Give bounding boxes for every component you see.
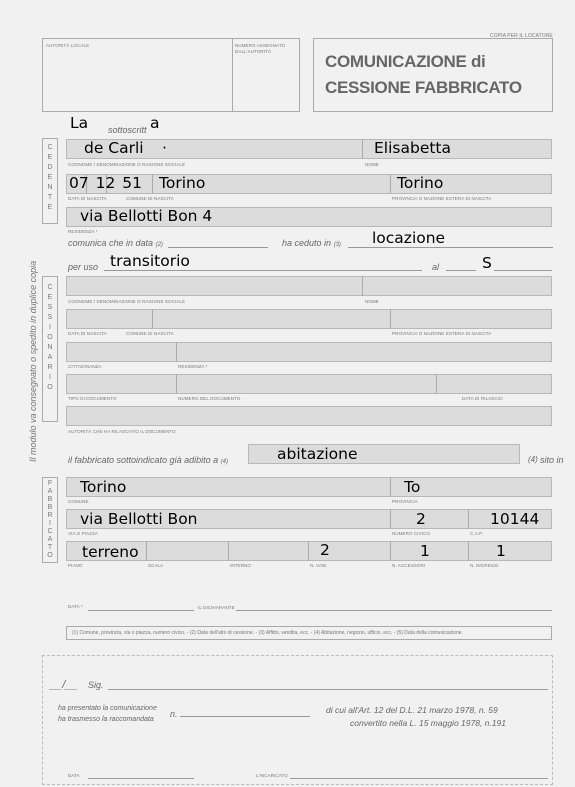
details-field[interactable]	[66, 541, 552, 561]
reg-number-label: NUMERO ASSEGNATO DALL'AUTORITÀ	[235, 43, 286, 54]
cess-name-label: NOME	[365, 299, 379, 304]
cess-birth-field[interactable]	[66, 309, 552, 329]
use-value: transitorio	[110, 252, 190, 270]
field-divider	[146, 541, 147, 561]
field-divider	[468, 509, 469, 529]
birth-province-label: PROVINCIA O NAZIONE ESTERA DI NASCITA	[392, 196, 492, 201]
cess-residence-field[interactable]	[66, 342, 552, 362]
signature-line	[236, 610, 552, 611]
authority-divider	[232, 38, 233, 112]
cess-birth-city-label: COMUNE DI NASCITA	[126, 331, 174, 336]
field-divider	[390, 477, 391, 497]
street-number-value: 2	[416, 510, 426, 528]
sig-line	[108, 689, 548, 690]
street-value: via Bellotti Bon	[80, 510, 198, 528]
ceded-value: locazione	[372, 229, 446, 247]
cess-surname-label: COGNOME / DENOMINAZIONE O RAGIONE SOCIALE	[68, 299, 186, 304]
field-divider	[390, 509, 391, 529]
doc-authority-field[interactable]	[66, 406, 552, 426]
copy-label: COPIA PER IL LOCATORE	[490, 33, 553, 39]
city-value: Torino	[80, 478, 127, 496]
law-line1: di cui all'Art. 12 del D.L. 21 marzo 1978, n. 59	[326, 705, 498, 715]
province-label: PROVINCIA	[392, 499, 418, 504]
birth-city-label: COMUNE DI NASCITA	[126, 196, 174, 201]
surname-dot: ·	[162, 139, 167, 157]
field-divider	[152, 309, 153, 329]
doc-authority-label: AUTORITÀ CHE HA RILASCIATO IL DOCUMENTO	[68, 429, 176, 434]
field-divider	[228, 541, 229, 561]
cessionario-side-label: C E S S I O N A R I O	[47, 284, 53, 391]
cap-label: C.A.P.	[470, 531, 484, 536]
title-line1: COMUNICAZIONE di	[325, 52, 486, 71]
doc-number-label: NUMERO DEL DOCUMENTO	[178, 396, 241, 401]
to-label: al	[432, 262, 440, 272]
number-label: NUMERO CIVICO	[392, 531, 431, 536]
date-line	[168, 247, 268, 248]
stairs-label: SCALA	[148, 563, 164, 568]
surname-value: de Carli	[84, 139, 144, 157]
field-divider	[390, 309, 391, 329]
notes-text: (1) Comune, provincia, via o piazza, numero civico. - (2) Data dell'atto di cessione. - (3) Affitto, vendita, ecc. - (4) Abitazione, negozio, ufficio, ecc. - (5) Data della comunicazione	[72, 630, 462, 636]
ceded-line	[348, 247, 553, 248]
birth-province-value: Torino	[397, 174, 444, 192]
used-as-label: il fabbricato sottoindicato già adibito a (4)	[68, 455, 228, 465]
intro-suffix: a	[150, 114, 160, 132]
city-label: COMUNE	[68, 499, 89, 504]
registered-label: ha trasmesso la raccomandata	[58, 716, 154, 723]
field-divider	[362, 276, 363, 296]
sig-date: __/__	[50, 679, 78, 691]
used-as-value: abitazione	[277, 445, 358, 463]
field-divider	[362, 139, 363, 159]
field-divider	[390, 541, 391, 561]
surname-label: COGNOME / DENOMINAZIONE O RAGIONE SOCIALE	[68, 162, 186, 167]
doc-date-label: DATA DI RILASCIO	[462, 396, 503, 401]
date-label: DATA *	[68, 604, 83, 609]
name-label: NOME	[365, 162, 379, 167]
field-divider	[308, 541, 309, 561]
first-name-value: Elisabetta	[374, 139, 452, 157]
to-line-2	[494, 270, 552, 271]
authority-label: AUTORITÀ LOCALE	[46, 43, 90, 48]
cess-surname-field[interactable]	[66, 276, 552, 296]
doc-type-label: TIPO DI DOCUMENTO	[68, 396, 117, 401]
to-value: S	[482, 254, 492, 272]
used-as-note-end: (4)	[528, 455, 538, 464]
entrances-value: 1	[496, 542, 506, 560]
entrances-label: N. INGRESSI	[470, 563, 499, 568]
n-line	[180, 716, 310, 717]
side-note: Il modulo va consegnato o spedito in duplice copia	[28, 260, 38, 462]
document-field[interactable]	[66, 374, 552, 394]
rooms-value: 2	[320, 541, 330, 559]
declarant-label: IL DICHIARANTE	[198, 605, 235, 610]
receiver-line	[290, 778, 548, 779]
citizenship-label: CITTADINANZA	[68, 364, 102, 369]
use-label: per uso	[68, 262, 99, 272]
intro-the: La	[70, 114, 89, 132]
cess-birth-province-label: PROVINCIA O NAZIONE ESTERA DI NASCITA	[392, 331, 492, 336]
title-line2: CESSIONE FABBRICATO	[325, 78, 522, 97]
use-line	[104, 270, 422, 271]
field-divider	[468, 541, 469, 561]
city-field[interactable]	[66, 477, 552, 497]
accessories-value: 1	[420, 542, 430, 560]
intro-label: sottoscritt	[108, 125, 147, 135]
field-divider	[436, 374, 437, 394]
birth-city-value: Torino	[159, 174, 206, 192]
located-label: sito in	[540, 455, 564, 465]
residence-label: RESIDENZA *	[68, 229, 98, 234]
presented-label: ha presentato la comunicazione	[58, 705, 157, 712]
field-divider	[152, 174, 153, 194]
cap-value: 10144	[490, 510, 540, 528]
bottom-date-line	[88, 778, 194, 779]
bottom-date-label: DATA	[68, 773, 80, 778]
accessories-label: N. ACCESSORI	[392, 563, 426, 568]
cess-residence-label: RESIDENZA *	[178, 364, 208, 369]
to-line-1	[446, 270, 476, 271]
floor-value: terreno	[82, 543, 139, 561]
date-line-footer	[88, 610, 194, 611]
birth-date-value: 07 12 51	[69, 174, 143, 192]
residence-value: via Bellotti Bon 4	[80, 207, 213, 225]
fabbricato-side-label: F A B B R I C A T O	[47, 480, 53, 559]
rooms-label: N. VANI	[310, 563, 327, 568]
province-value: To	[404, 478, 421, 496]
law-line2: convertito nella L. 15 maggio 1978, n.191	[350, 718, 506, 728]
communicates-label: comunica che in data (2)	[68, 238, 163, 248]
cedente-side-label: C E D E N T E	[47, 144, 53, 211]
street-label: VIA O PIAZZA	[68, 531, 98, 536]
ceded-label: ha ceduto in (3)	[282, 238, 341, 248]
receiver-label: L'INCARICATO	[256, 773, 288, 778]
title-box	[313, 38, 553, 112]
sig-label: Sig.	[88, 680, 104, 690]
n-label: n.	[170, 709, 178, 719]
floor-label: PIANO	[68, 563, 83, 568]
field-divider	[176, 374, 177, 394]
cess-birth-date-label: DATA DI NASCITA	[68, 331, 107, 336]
field-divider	[390, 174, 391, 194]
field-divider	[176, 342, 177, 362]
birth-date-label: DATA DI NASCITA	[68, 196, 107, 201]
interior-label: INTERNO	[230, 563, 251, 568]
